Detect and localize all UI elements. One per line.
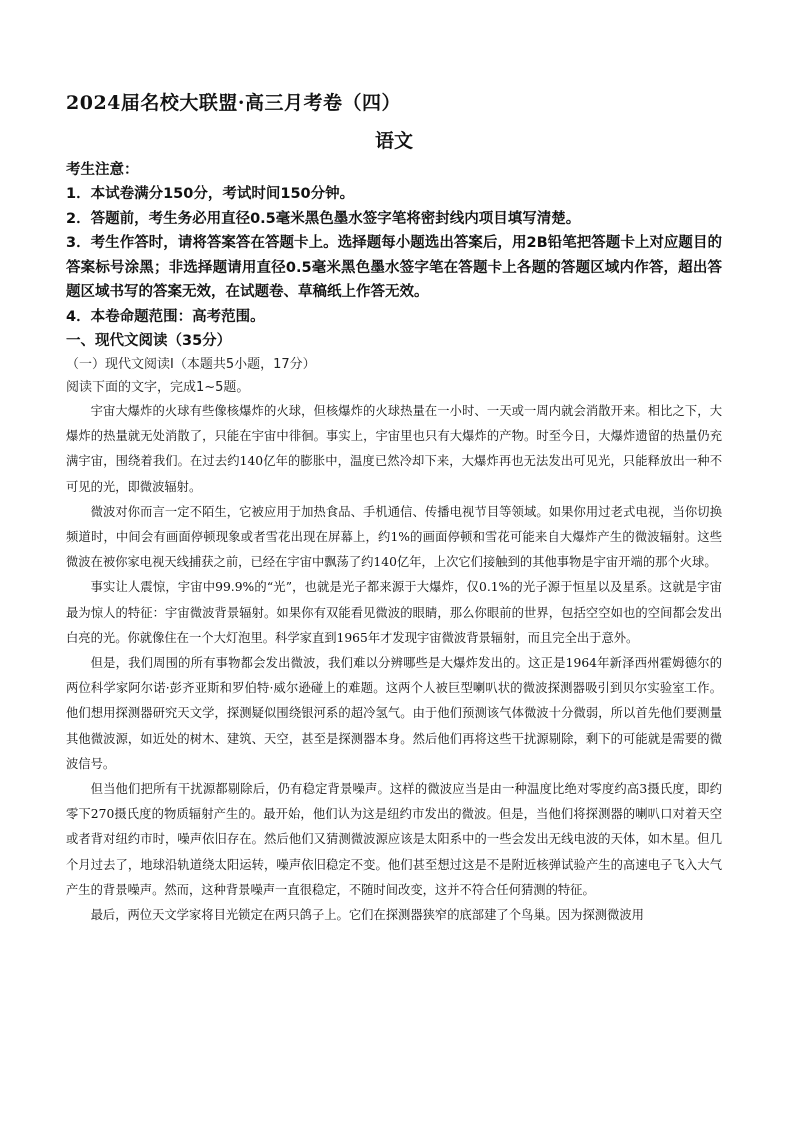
notice-title: 考生注意： <box>66 162 139 178</box>
exam-title: 2024届名校大联盟·高三月考卷（四） <box>66 92 401 114</box>
subject-title: 语文 <box>374 130 413 152</box>
notice-item-3: 3．考生作答时，请将答案答在答题卡上。选择题每小题选出答案后，用2B铅笔把答题卡上对应题目的答案标号涂黑；非选择题请用直径0.5毫米黑色墨水签字笔在答题卡上各题的答题区域内作答，超出答题区域书写的答案无效，在试题卷、草稿纸上作答无效。 <box>66 235 722 300</box>
reading-instruction: 阅读下面的文字，完成1~5题。 <box>66 380 250 395</box>
passage-paragraph-4: 但是，我们周围的所有事物都会发出微波，我们难以分辨哪些是大爆炸发出的。这正是1964年新泽西州霍姆德尔的两位科学家阿尔诺·彭齐亚斯和罗伯特·威尔逊碰上的难题。这两个人被巨型喇叭状的微波探测器吸引到贝尔实验室工作。他们想用探测器研究天文学，探测疑似围绕银河系的超冷氢气。由于他们预测该气体微波十分微弱，所以首先他们要测量其他微波源，如近处的树木、建筑、天空，甚至是探测器本身。然后他们再将这些干扰源剔除，剩下的可能就是需要的微波信号。 <box>66 656 722 771</box>
passage-paragraph-3: 事实让人震惊，宇宙中99.9%的“光”，也就是光子都来源于大爆炸，仅0.1%的光子源于恒星以及星系。这就是宇宙最为惊人的特征：宇宙微波背景辐射。如果你有双能看见微波的眼睛，那么你眼前的世界，包括空空如也的空间都会发出白亮的光。你就像住在一个大灯泡里。科学家直到1965年才发现宇宙微波背景辐射，而且完全出于意外。 <box>66 580 722 645</box>
section-title: 一、现代文阅读（35分） <box>66 333 232 349</box>
notice-item-2: 2．答题前，考生务必用直径0.5毫米黑色墨水签字笔将密封线内项目填写清楚。 <box>66 210 581 227</box>
subsection-title: （一）现代文阅读Ⅰ（本题共5小题，17分） <box>66 357 316 372</box>
passage-paragraph-1: 宇宙大爆炸的火球有些像核爆炸的火球，但核爆炸的火球热量在一小时、一天或一周内就会消散开来。相比之下，大爆炸的热量就无处消散了，只能在宇宙中徘徊。事实上，宇宙里也只有大爆炸的产物。时至今日，大爆炸遗留的热量仍充满宇宙，围绕着我们。在过去约140亿年的膨胀中，温度已然冷却下来，大爆炸再也无法发出可见光，只能释放出一种不可见的光，即微波辐射。 <box>66 404 722 494</box>
notice-item-1: 1．本试卷满分150分，考试时间150分钟。 <box>66 186 355 202</box>
notice-item-4: 4．本卷命题范围：高考范围。 <box>66 308 265 325</box>
notice-block <box>66 158 722 329</box>
passage-paragraph-6: 最后，两位天文学家将目光锁定在两只鸽子上。它们在探测器狭窄的底部建了个鸟巢。因为探测微波用 <box>90 908 644 923</box>
passage-paragraph-5: 但当他们把所有干扰源都剔除后，仍有稳定背景噪声。这样的微波应当是由一种温度比绝对零度约高3摄氏度，即约零下270摄氏度的物质辐射产生的。最开始，他们认为这是纽约市发出的微波。但是，当他们将探测器的喇叭口对着天空或者背对纽约市时，噪声依旧存在。然后他们又猜测微波源应该是太阳系中的一些会发出无线电波的天体，如木星。但几个月过去了，地球沿轨道绕太阳运转，噪声依旧稳定不变。他们甚至想过这是不是附近核弹试验产生的高速电子飞入大气产生的背景噪声。然而，这种背景噪声一直很稳定，不随时间改变，这并不符合任何猜测的特征。 <box>66 782 722 897</box>
passage-paragraph-2: 微波对你而言一定不陌生，它被应用于加热食品、手机通信、传播电视节目等领域。如果你用过老式电视，当你切换频道时，中间会有画面停顿现象或者雪花出现在屏幕上，约1%的画面停顿和雪花可能来自大爆炸产生的微波辐射。这些微波在被你家电视天线捕获之前，已经在宇宙中飘荡了约140亿年，上次它们接触到的其他事物是宇宙开端的那个火球。 <box>66 504 722 570</box>
reading-passage <box>66 399 722 928</box>
